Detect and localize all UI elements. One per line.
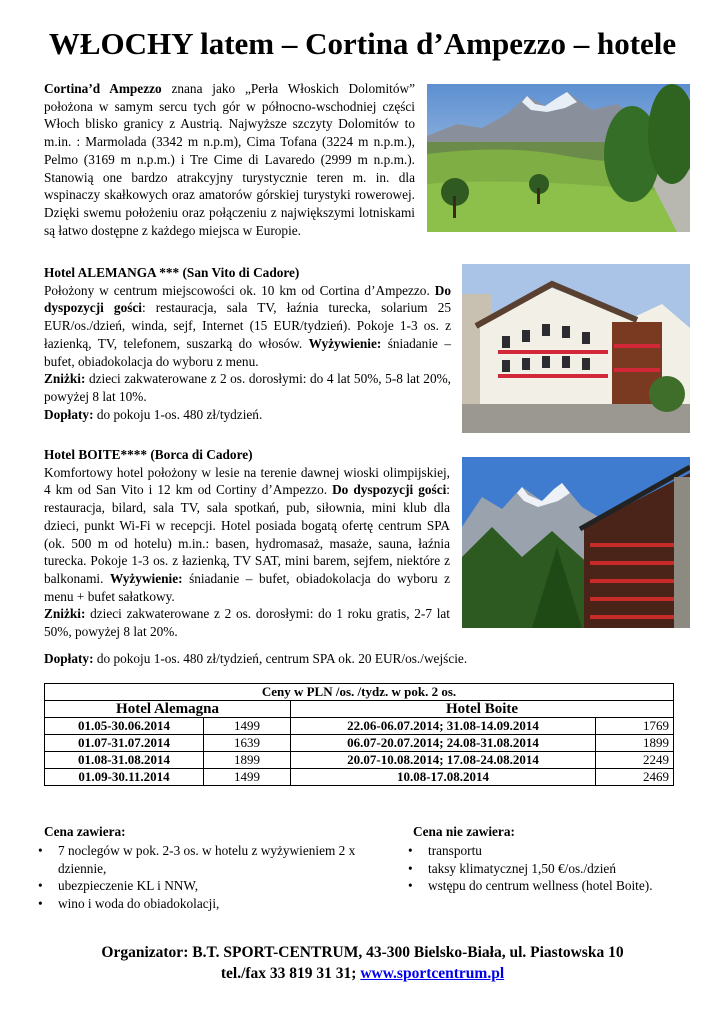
hotel-boite-food: śniadanie – bufet, obiadokolacja do wyboru z menu + bufet sałatkowy. <box>44 570 450 604</box>
hotel-alemanga-label-food: Wyżywienie: <box>308 335 382 351</box>
table-cell-date: 01.08-31.08.2014 <box>45 752 204 769</box>
table-cell-price: 2469 <box>596 769 674 786</box>
list-item: • wstępu do centrum wellness (hotel Boite). <box>400 877 700 895</box>
table-cell-date: 01.07-31.07.2014 <box>45 735 204 752</box>
table-cell-price: 2249 <box>596 752 674 769</box>
cortina-landscape-photo <box>427 84 690 232</box>
hotel-boite-extra: do pokoju 1-os. 480 zł/tydzień, centrum SPA ok. 20 EUR/os./wejście. <box>93 651 468 666</box>
hotel-boite-amenities: : restauracja, bilard, sala TV, sala spotkań, pub, siłownia, mini klub dla dzieci, punkt Wi-Fi w recepcji. Hotel posiada bogatą ofertę centrum SPA (ok. 500 m od hotelu) m.in.: basen, hydromasaż, masaże, sauna, łaźnia turecka. Pokoje 1-3 os. z łazienką, TV SAT, mini barem, sejfem, niektóre z balkonami. <box>44 482 450 586</box>
page-title: WŁOCHY latem – Cortina d’Ampezzo – hotele <box>48 26 677 61</box>
table-cell-price: 1769 <box>596 718 674 735</box>
hotel-alemanga-amenities: : restauracja, sala TV, łaźnia turecka, solarium 25 EUR/os./dzień, winda, sejf, Internet (15 EUR/tydzień). Pokoje 1-3 os. z łazienką, TV, telefonem, suszarką do włosów. <box>44 300 451 351</box>
hotel-boite-label-discounts: Zniżki: <box>44 606 86 622</box>
hotel-alemanga-text: Położony w centrum miejscowości ok. 10 km od Cortina d’Ampezzo. <box>44 282 435 298</box>
excludes-heading: Cena nie zawiera: <box>413 824 515 839</box>
hotel-alemanga-heading: Hotel ALEMANGA *** (San Vito di Cadore) <box>44 265 300 280</box>
table-row <box>45 752 674 769</box>
price-table-caption: Ceny w PLN /os. /tydz. w pok. 2 os. <box>45 684 674 701</box>
website-link[interactable]: www.sportcentrum.pl <box>360 965 505 982</box>
hotel-boite-label-extra: Dopłaty: <box>44 651 94 666</box>
table-cell-price: 1499 <box>204 769 291 786</box>
table-cell-price: 1899 <box>596 735 674 752</box>
intro-place-name: Cortina’d Ampezzo <box>44 81 162 96</box>
list-item: • ubezpieczenie KL i NNW, <box>30 877 375 895</box>
excludes-list <box>400 842 700 895</box>
intro-text: znana jako „Perła Włoskich Dolomitów” położona w samym sercu tych gór w północno-wschodniej części Włoch blisko granicy z Austrią. Najwyższe szczyty Dolomitów to m.in. : Marmolada (3342 m n.p.m), Cima Tofana (3224 m n.p.m.), Pelmo (3169 m n.p.m.) i Tre Cime di Lavaredo (2999 m n.p.m.). Stanowią one bardzo atrakcyjny turystycznie teren m. in. dla wspinaczy skałkowych oraz amatorów górskiej turystyki rowerowej. Dzięki swemu położeniu oraz połączeniu z największymi lotniskami są łatwo dostępne z każdego miejsca w Europie. <box>44 81 416 238</box>
price-table-left-hotel: Hotel Alemagna <box>45 701 291 718</box>
footer-organizer: Organizator: B.T. SPORT-CENTRUM, 43-300 Bielsko-Biała, ul. Piastowska 10 <box>101 944 624 961</box>
table-row <box>45 769 674 786</box>
table-cell-date: 01.09-30.11.2014 <box>45 769 204 786</box>
includes-list <box>30 842 375 913</box>
hotel-boite-text: Komfortowy hotel położony w lesie na terenie dawnej wioski olimpijskiej, 4 km od San Vito i 12 km od Cortiny d’Ampezzo. <box>44 464 450 498</box>
hotel-boite-label-food: Wyżywienie: <box>109 570 183 586</box>
hotel-boite-discounts: dzieci zakwaterowane z 2 os. dorosłymi: do 1 roku gratis, 2-7 lat 50%, powyżej 8 lat 20%. <box>44 606 450 640</box>
intro-paragraph <box>44 80 415 239</box>
price-table <box>44 683 674 786</box>
list-item: • transportu <box>400 842 700 860</box>
hotel-alemanga-discounts: dzieci zakwaterowane z 2 os. dorosłymi: do 4 lat 50%, 5-8 lat 20%, powyżej 8 lat 10%. <box>44 371 451 404</box>
table-cell-date: 10.08-17.08.2014 <box>291 769 596 786</box>
hotel-boite-label-amenities: Do dyspozycji gości <box>332 482 447 498</box>
hotel-alemanga-label-amenities: Do dyspozycji gości <box>44 282 451 316</box>
price-table-caption-row <box>45 684 674 701</box>
footer-phone: tel./fax 33 819 31 31; <box>220 965 361 982</box>
hotel-boite-photo <box>462 457 690 628</box>
price-table-right-hotel: Hotel Boite <box>291 701 674 718</box>
table-row <box>45 718 674 735</box>
hotel-alemanga-extra: do pokoju 1-os. 480 zł/tydzień. <box>93 406 263 422</box>
hotel-boite-extra-line <box>44 650 664 668</box>
hotel-alemanga-label-extra: Dopłaty: <box>44 406 94 422</box>
price-table-hotel-row <box>45 701 674 718</box>
footer-contact <box>0 965 725 983</box>
table-row <box>45 735 674 752</box>
hotel-alemanga-food: śniadanie – bufet, obiadokolacja do wyboru z menu. <box>44 335 451 369</box>
hotel-boite-section <box>44 446 450 641</box>
table-cell-date: 06.07-20.07.2014; 24.08-31.08.2014 <box>291 735 596 752</box>
hotel-alemanga-section <box>44 264 451 423</box>
hotel-alemanga-label-discounts: Zniżki: <box>44 371 86 387</box>
list-item: • wino i woda do obiadokolacji, <box>30 895 375 913</box>
hotel-boite-heading: Hotel BOITE**** (Borca di Cadore) <box>44 447 253 462</box>
table-cell-price: 1639 <box>204 735 291 752</box>
table-cell-date: 22.06-06.07.2014; 31.08-14.09.2014 <box>291 718 596 735</box>
table-cell-price: 1499 <box>204 718 291 735</box>
hotel-alemanga-photo <box>462 264 690 433</box>
table-cell-date: 20.07-10.08.2014; 17.08-24.08.2014 <box>291 752 596 769</box>
list-item: • 7 noclegów w pok. 2-3 os. w hotelu z wyżywieniem 2 x dziennie, <box>30 842 375 877</box>
list-item: • taksy klimatycznej 1,50 €/os./dzień <box>400 860 700 878</box>
includes-heading: Cena zawiera: <box>44 824 126 839</box>
table-cell-price: 1899 <box>204 752 291 769</box>
table-cell-date: 01.05-30.06.2014 <box>45 718 204 735</box>
